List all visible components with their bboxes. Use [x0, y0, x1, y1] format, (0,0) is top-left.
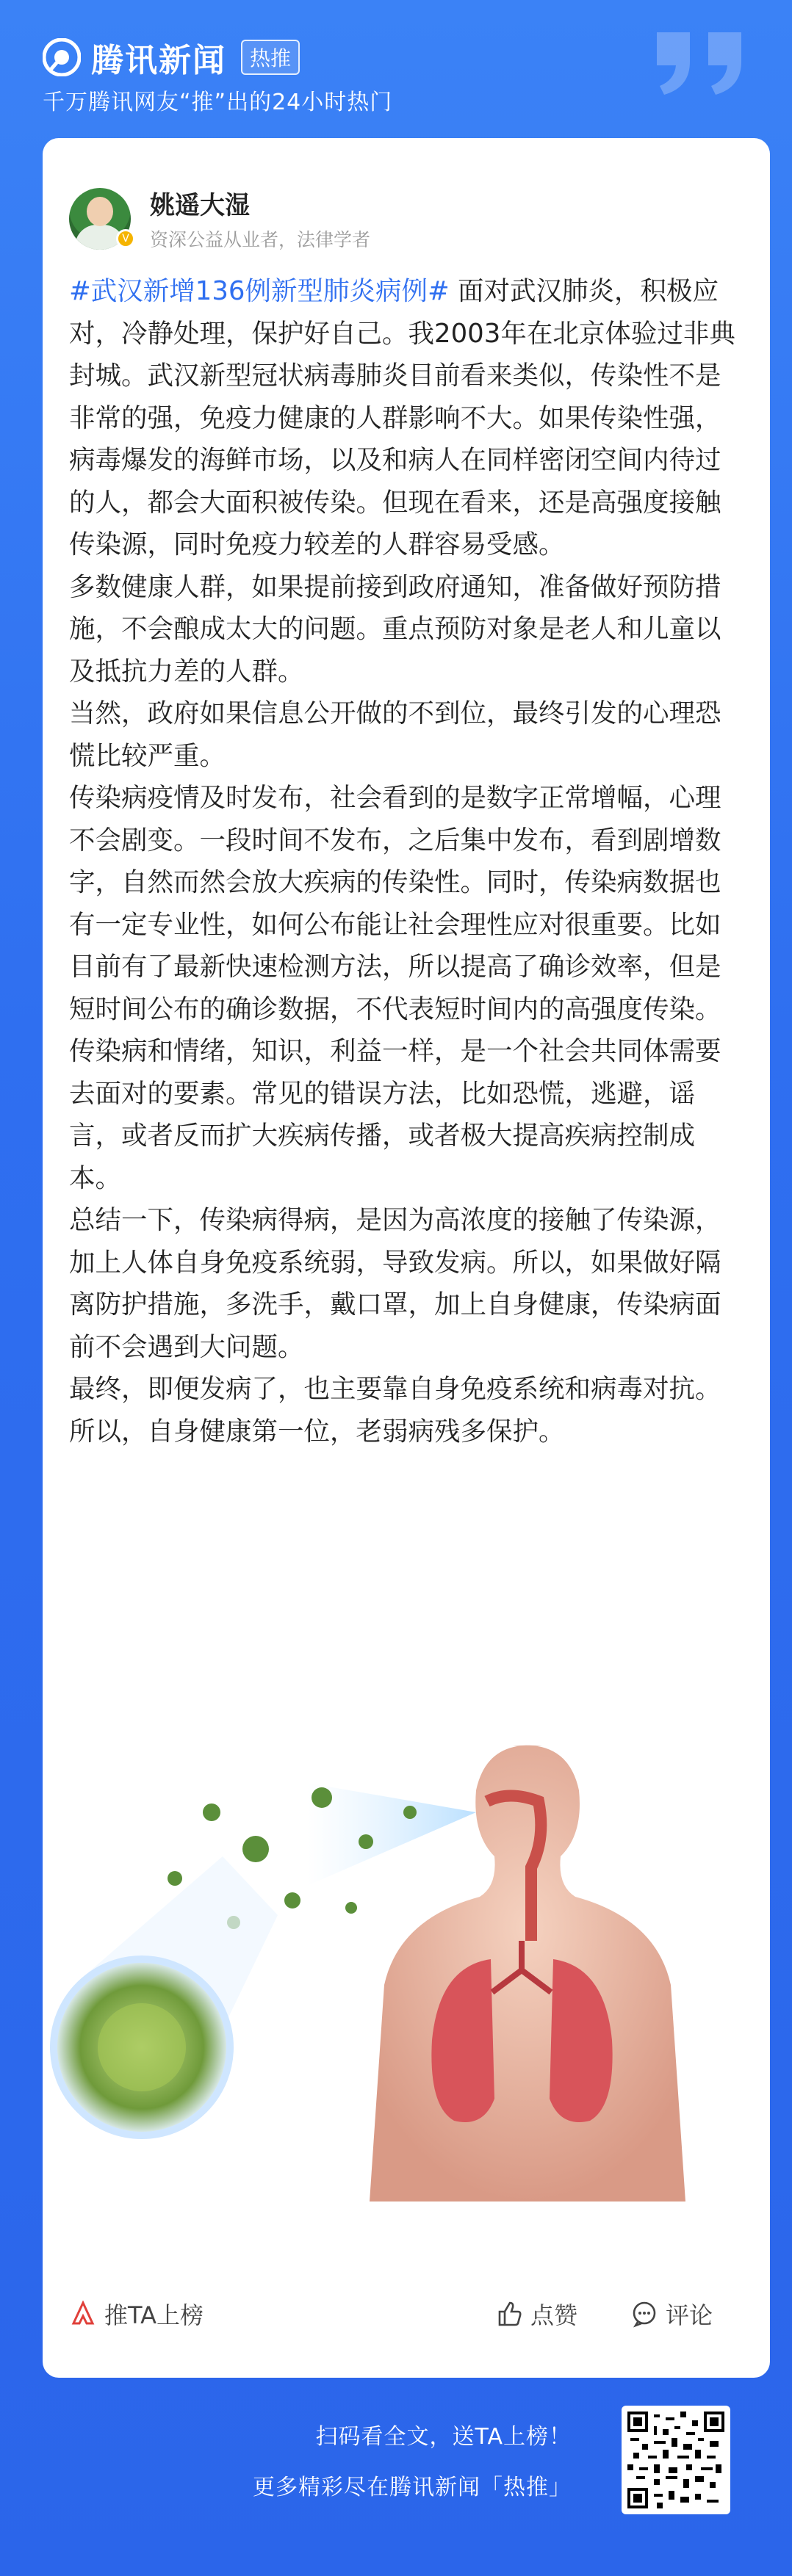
- header: [0, 0, 792, 140]
- paragraph-6: 总结一下，传染病得病，是因为高浓度的接触了传染源，加上人体自身免疫系统弱，导致发病。所以，如果做好隔离防护措施，多洗手，戴口罩，加上自身健康，传染病面前不会遇到大问题。: [69, 1205, 721, 1362]
- comment-label: 评论: [666, 2301, 713, 2329]
- qr-code[interactable]: [622, 2406, 730, 2514]
- avatar-face: [87, 197, 113, 226]
- author-info: [150, 185, 370, 252]
- paragraph-4: 传染病疫情及时发布，社会看到的是数字正常增幅，心理不会剧变。一段时间不发布，之后集中发布，看到剧增数字，自然而然会放大疾病的传染性。同时，传染病数据也有一定专业性，如何公布能让社会理性应对很重要。比如目前有了最新快速检测方法，所以提高了确诊效率，但是短时间公布的确诊数据，不代表短时间内的高强度传染。: [69, 783, 721, 1024]
- paragraph-1: [69, 270, 738, 566]
- like-label: 点赞: [530, 2301, 578, 2329]
- paragraph-5: 传染病和情绪，知识，利益一样，是一个社会共同体需要去面对的要素。常见的错误方法，比如恐慌，逃避，谣言，或者反而扩大疾病传播，或者极大提高疾病控制成本。: [69, 1036, 721, 1193]
- thumbs-up-icon: [495, 2300, 523, 2328]
- paragraph-3: 当然，政府如果信息公开做的不到位，最终引发的心理恐慌比较严重。: [69, 698, 721, 771]
- quote-mark-icon: [649, 25, 752, 98]
- author-row[interactable]: [69, 185, 370, 252]
- respiratory-virus-illustration: [43, 1732, 770, 2201]
- push-icon: [69, 2300, 97, 2328]
- footer-more-text: 更多精彩尽在腾讯新闻「热推」: [253, 2475, 572, 2500]
- tencent-news-logo-icon: [43, 38, 81, 76]
- paragraph-7: 最终，即便发病了，也主要靠自身免疫系统和病毒对抗。所以，自身健康第一位，老弱病残多保护。: [69, 1374, 721, 1447]
- push-label: 推TA上榜: [104, 2301, 204, 2329]
- post-content: [69, 270, 738, 1452]
- paragraph-1-text: 面对武汉肺炎，积极应对，冷静处理，保护好自己。我2003年在北京体验过非典封城。武汉新型冠状病毒肺炎目前看来类似，传染性不是非常的强，免疫力健康的人群影响不大。如果传染性强，病毒爆发的海鲜市场，以及和病人在同样密闭空间内待过的人，都会大面积被传染。但现在看来，还是高强度接触传染源，同时免疫力较差的人群容易受感。: [69, 276, 735, 560]
- brand-name: 腾讯新闻: [91, 42, 226, 79]
- author-name[interactable]: 姚遥大湿: [150, 191, 250, 220]
- brand-row: [43, 34, 300, 81]
- comment-button[interactable]: [630, 2297, 713, 2331]
- paragraph-2: 多数健康人群，如果提前接到政府通知，准备做好预防措施，不会酿成太大的问题。重点预防对象是老人和儿童以及抵抗力差的人群。: [69, 571, 721, 687]
- push-button[interactable]: [69, 2297, 204, 2331]
- tagline: 千万腾讯网友“推”出的24小时热门: [43, 90, 393, 115]
- post-card: [43, 138, 770, 2378]
- like-button[interactable]: [495, 2297, 577, 2331]
- action-bar: [43, 2282, 770, 2348]
- footer-scan-text: 扫码看全文，送TA上榜！: [315, 2424, 572, 2450]
- hot-badge: 热推: [241, 40, 300, 75]
- qr-code-icon: [627, 2412, 724, 2508]
- verified-badge-icon: V: [116, 229, 135, 248]
- author-description: 资深公益从业者，法律学者: [150, 229, 371, 250]
- hashtag-link[interactable]: #武汉新增136例新型肺炎病例#: [69, 276, 450, 306]
- comment-icon: [630, 2300, 658, 2328]
